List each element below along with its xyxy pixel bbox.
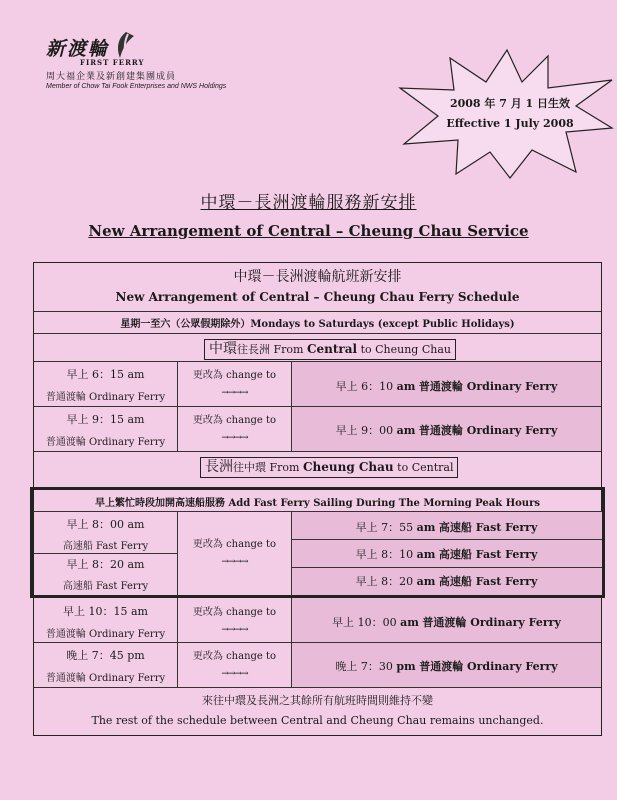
old-time: 早上 8：00 am — [66, 518, 145, 531]
new-time-ampm: am — [416, 548, 436, 561]
operating-days: 星期一至六（公眾假期除外）Mondays to Saturdays (except Public Holidays) — [120, 319, 515, 330]
divider — [34, 553, 177, 554]
new-ferry-type: 高速船 Fast Ferry — [438, 575, 538, 588]
change-label: 更改為 change to — [192, 607, 277, 618]
change-label: 更改為 change to — [192, 651, 277, 662]
old-time: 晚上 7：45 pm — [66, 649, 145, 662]
arrow-icon: →→→→ — [221, 625, 248, 635]
old-ferry-type: 普通渡輪 Ordinary Ferry — [45, 437, 166, 448]
old-ferry-type: 普通渡輪 Ordinary Ferry — [45, 629, 166, 640]
section2-from-en: From — [269, 461, 300, 474]
divider — [34, 687, 601, 688]
section1-from-zh: 中環 — [209, 341, 237, 357]
section1-from-en: From — [273, 343, 304, 356]
schedule-heading-zh: 中環－長洲渡輪航班新安排 — [233, 269, 402, 285]
old-time: 早上 6：15 am — [66, 368, 145, 381]
divider — [34, 642, 601, 643]
divider — [177, 511, 178, 596]
old-time: 早上 9：15 am — [66, 413, 145, 426]
divider — [291, 539, 602, 540]
change-label: 更改為 change to — [192, 539, 277, 550]
schedule-heading-en: New Arrangement of Central – Cheung Chau Ferry Schedule — [115, 290, 520, 304]
new-time-zh: 早上 7：55 — [355, 521, 414, 534]
peak-hours-title: 早上繁忙時段加開高速船服務 Add Fast Ferry Sailing During The Morning Peak Hours — [95, 498, 540, 509]
new-time — [292, 519, 601, 535]
company-logo — [46, 34, 226, 90]
section1-to-zh: 往長洲 — [237, 343, 270, 356]
divider — [34, 311, 601, 312]
section1-to-en: to Cheung Chau — [360, 343, 451, 356]
new-time-zh: 早上 9：00 — [335, 424, 394, 437]
new-time-zh: 晚上 7：30 — [335, 660, 393, 673]
new-time-zh: 早上 10：00 — [332, 616, 397, 629]
footer-note-zh: 來往中環及長洲之其餘所有航班時間則維持不變 — [202, 694, 433, 707]
arrow-icon: →→→→ — [221, 388, 248, 398]
divider — [34, 451, 601, 452]
ferry-logo-icon — [112, 30, 136, 60]
new-time-ampm: am — [416, 575, 436, 588]
new-ferry-type: 高速船 Fast Ferry — [438, 521, 538, 534]
new-time-ampm: am — [400, 616, 419, 629]
change-label: 更改為 change to — [192, 370, 277, 381]
divider — [34, 361, 601, 362]
new-ferry-type: 普通渡輪 Ordinary Ferry — [422, 616, 561, 629]
section-cheung-chau-to-central — [200, 457, 458, 478]
old-time: 早上 8：20 am — [66, 558, 145, 571]
arrow-icon: →→→→ — [221, 557, 248, 567]
new-time — [292, 658, 601, 674]
divider — [291, 567, 602, 568]
effective-date — [440, 94, 580, 134]
section2-place-en: Cheung Chau — [302, 460, 394, 474]
member-note-en: Member of Chow Tai Fook Enterprises and NWS Holdings — [46, 83, 227, 90]
new-ferry-type: 普通渡輪 Ordinary Ferry — [419, 660, 558, 673]
page-title-en: New Arrangement of Central – Cheung Chau Service — [88, 222, 529, 240]
new-time-ampm: pm — [396, 660, 416, 673]
old-ferry-type: 普通渡輪 Ordinary Ferry — [45, 392, 166, 403]
new-time-zh: 早上 8：10 — [355, 548, 414, 561]
old-ferry-type: 高速船 Fast Ferry — [62, 581, 149, 592]
divider — [33, 511, 602, 512]
section2-to-en: to Central — [397, 461, 454, 474]
old-ferry-type: 高速船 Fast Ferry — [62, 541, 149, 552]
page-title-zh: 中環－長洲渡輪服務新安排 — [200, 193, 417, 213]
company-name-zh: 新渡輪 — [46, 38, 110, 60]
section2-from-zh: 長洲 — [205, 459, 233, 475]
new-ferry-type: 高速船 Fast Ferry — [438, 548, 538, 561]
divider — [34, 406, 601, 407]
footer-note-en: The rest of the schedule between Central and Cheung Chau remains unchanged. — [91, 714, 544, 727]
section1-place-en: Central — [306, 342, 358, 356]
company-name-en: FIRST FERRY — [80, 58, 145, 67]
change-label: 更改為 change to — [192, 415, 277, 426]
new-time-ampm: am — [416, 521, 436, 534]
new-time — [292, 573, 601, 589]
new-time — [292, 422, 601, 438]
new-time-ampm: am — [396, 424, 416, 437]
new-time-ampm: am — [396, 380, 416, 393]
old-ferry-type: 普通渡輪 Ordinary Ferry — [45, 673, 166, 684]
new-ferry-type: 普通渡輪 Ordinary Ferry — [418, 424, 558, 437]
section-central-to-cheung-chau — [204, 339, 456, 360]
member-note-zh: 周大福企業及新創建集團成員 — [46, 72, 177, 82]
new-time-zh: 早上 8：20 — [355, 575, 414, 588]
section2-to-zh: 往中環 — [233, 461, 266, 474]
new-time — [292, 378, 601, 394]
new-time — [292, 614, 601, 630]
new-ferry-type: 普通渡輪 Ordinary Ferry — [418, 380, 558, 393]
divider — [34, 333, 601, 334]
effective-date-en: Effective 1 July 2008 — [446, 117, 574, 130]
arrow-icon: →→→→ — [221, 433, 248, 443]
effective-date-zh: 2008 年 7 月 1 日生效 — [449, 97, 571, 110]
old-time: 早上 10：15 am — [63, 605, 148, 618]
new-time-zh: 早上 6：10 — [335, 380, 394, 393]
new-time — [292, 546, 601, 562]
arrow-icon: →→→→ — [221, 669, 248, 679]
